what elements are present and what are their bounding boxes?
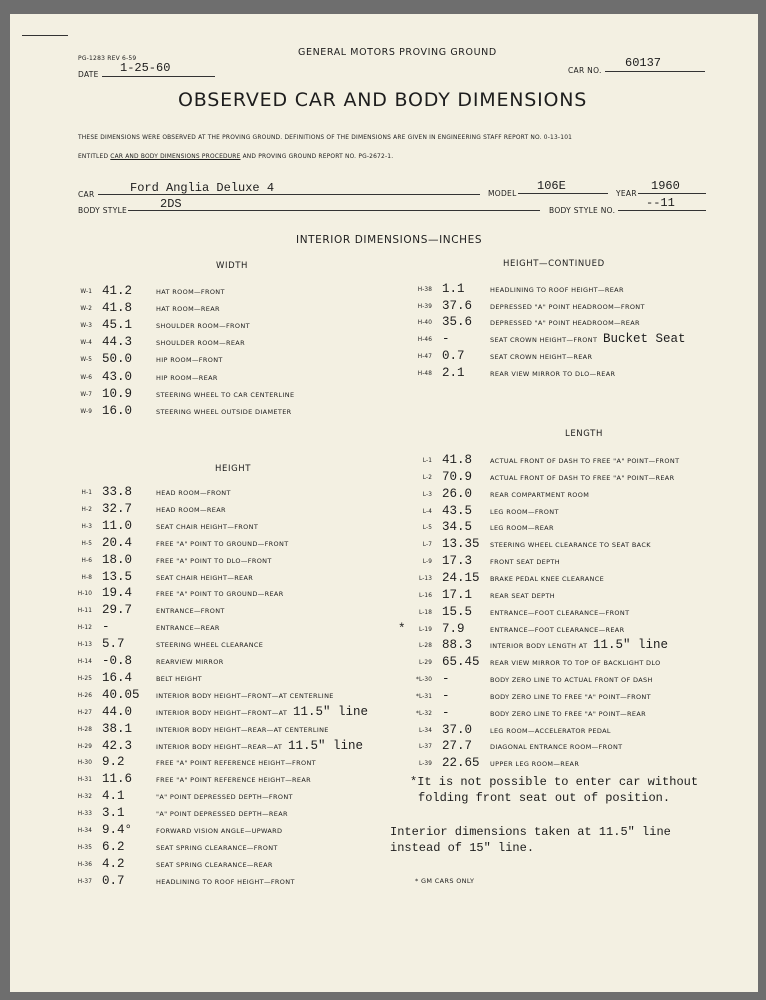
dimension-description: SEAT CROWN HEIGHT—FRONT (490, 336, 598, 345)
dimension-code: H-37 (77, 878, 92, 885)
height-continued-header: HEIGHT—CONTINUED (503, 259, 605, 269)
dimension-code: H-46 (417, 337, 432, 344)
dimension-value: 19.4 (102, 586, 133, 601)
dimension-value: 0.7 (442, 348, 465, 363)
dimension-value: 15.5 (442, 604, 473, 619)
dimension-description: INTERIOR BODY HEIGHT—FRONT—AT CENTERLINE (156, 691, 334, 700)
date-line (102, 76, 215, 77)
organization-name: GENERAL MOTORS PROVING GROUND (298, 47, 497, 58)
dimension-description: BODY ZERO LINE TO FREE "A" POINT—REAR (490, 709, 646, 718)
body-style-label: BODY STYLE (78, 206, 128, 215)
dimension-code: *L-30 (416, 677, 432, 684)
dimension-code: H-5 (81, 540, 92, 547)
dimension-description: HIP ROOM—REAR (156, 373, 218, 382)
dimension-code: H-35 (77, 844, 92, 851)
intro-line-2-underlined: CAR AND BODY DIMENSIONS PROCEDURE (110, 154, 241, 160)
dimension-code: H-12 (77, 625, 92, 632)
dimension-handwritten-note: 11.5" line (288, 738, 364, 753)
dimension-description: LEG ROOM—ACCELERATOR PEDAL (490, 726, 611, 735)
dimension-value: 9.4° (102, 823, 133, 837)
table-row (10, 873, 758, 893)
dimension-description: BELT HEIGHT (156, 674, 202, 683)
car-no-line (605, 71, 705, 72)
dimension-description: LEG ROOM—FRONT (490, 507, 559, 516)
length-header: LENGTH (565, 429, 603, 439)
dimension-value: 42.3 (102, 738, 133, 753)
dimension-description: STEERING WHEEL OUTSIDE DIAMETER (156, 407, 292, 416)
dimension-code: H-31 (77, 777, 92, 784)
note-seat-line-1: *It is not possible to enter car without (410, 775, 699, 789)
dimension-value: 3.1 (102, 806, 125, 821)
dimension-value: - (442, 332, 450, 347)
intro-line-2-pre: ENTITLED (78, 154, 111, 160)
dimension-value: 50.0 (102, 352, 133, 367)
dimension-code: W-1 (80, 289, 92, 295)
dimension-code: L-7 (422, 542, 432, 549)
dimension-code: H-11 (77, 608, 92, 615)
dimension-description: DEPRESSED "A" POINT HEADROOM—FRONT (490, 302, 645, 311)
footnote-gm-cars: * GM CARS ONLY (415, 877, 475, 885)
dimension-value: - (102, 620, 110, 635)
dimension-description: DEPRESSED "A" POINT HEADROOM—REAR (490, 319, 640, 328)
dimension-description: INTERIOR BODY HEIGHT—FRONT—AT (156, 708, 288, 717)
dimension-description: FREE "A" POINT REFERENCE HEIGHT—FRONT (156, 759, 317, 768)
dimension-description: BRAKE PEDAL KNEE CLEARANCE (490, 574, 605, 583)
dimension-description: SEAT CHAIR HEIGHT—FRONT (156, 522, 259, 531)
note-seat-line-2: folding front seat out of position. (418, 791, 671, 805)
note-measurement-line (390, 824, 671, 856)
dimension-value: - (442, 705, 450, 720)
dimension-value: 16.0 (102, 403, 133, 418)
dimension-code: W-5 (80, 357, 92, 364)
table-row (10, 348, 758, 368)
dimension-value: 1.1 (442, 282, 465, 296)
dimension-code: H-36 (77, 861, 92, 868)
dimension-code: L-29 (419, 660, 432, 667)
dimension-description: SEAT CROWN HEIGHT—REAR (490, 352, 593, 361)
dimension-description: ENTRANCE—FOOT CLEARANCE—REAR (490, 625, 625, 634)
dimension-description: HEADLINING TO ROOF HEIGHT—FRONT (156, 877, 295, 886)
asterisk-mark: * (398, 621, 406, 636)
dimension-code: H-26 (77, 692, 92, 699)
dimension-code: H-48 (417, 370, 432, 377)
body-style-no-value: --11 (646, 196, 675, 210)
dimension-code: W-4 (80, 340, 92, 347)
dimension-description: BODY ZERO LINE TO FREE "A" POINT—FRONT (490, 692, 651, 701)
dimension-value: 29.7 (102, 603, 133, 618)
dimension-value: 24.15 (442, 570, 480, 585)
table-row (10, 570, 758, 590)
dimension-value: 20.4 (102, 535, 133, 550)
dimension-description: FREE "A" POINT TO GROUND—REAR (156, 590, 284, 599)
dimension-description: FREE "A" POINT TO DLO—FRONT (156, 556, 272, 565)
dimension-value: 18.0 (102, 552, 133, 567)
dimension-value: - (442, 672, 450, 687)
dimension-description: INTERIOR BODY HEIGHT—REAR—AT (156, 742, 283, 751)
date-value: 1-25-60 (120, 61, 171, 75)
dimension-description: STEERING WHEEL CLEARANCE TO SEAT BACK (490, 541, 651, 550)
dimension-description: ENTRANCE—FOOT CLEARANCE—FRONT (490, 608, 630, 617)
dimension-value: - (442, 688, 450, 703)
dimension-code: H-32 (77, 794, 92, 801)
dimension-code: L-1 (422, 458, 432, 464)
dimension-code: L-16 (419, 592, 432, 599)
dimension-code: H-14 (77, 659, 92, 665)
dimension-value: 32.7 (102, 501, 133, 516)
dimension-code: L-4 (422, 508, 432, 515)
dimension-code: W-7 (80, 391, 92, 398)
dimension-value: 70.9 (442, 469, 473, 484)
dimension-value: 9.2 (102, 755, 125, 770)
body-style-value: 2DS (160, 197, 182, 211)
table-row (10, 334, 758, 351)
table-row (10, 705, 758, 725)
dimension-description: REAR VIEW MIRROR TO DLO—REAR (490, 369, 616, 378)
dimension-code: H-1 (81, 490, 92, 496)
dimension-description: SHOULDER ROOM—FRONT (156, 322, 250, 331)
dimension-value: -0.8 (102, 654, 133, 668)
dimension-value: 41.8 (442, 453, 473, 467)
dimension-code: H-38 (417, 287, 432, 293)
dimension-code: L-34 (419, 727, 432, 734)
table-row (10, 556, 758, 573)
dimension-description: LEG ROOM—REAR (490, 524, 554, 533)
dimension-value: 37.0 (442, 722, 473, 737)
note-measurement-line-1: Interior dimensions taken at 11.5" line (390, 825, 671, 839)
dimension-code: L-5 (422, 525, 432, 532)
model-value: 106E (537, 179, 566, 193)
dimension-description: FREE "A" POINT REFERENCE HEIGHT—REAR (156, 776, 312, 785)
dimension-description: SEAT CHAIR HEIGHT—REAR (156, 573, 254, 582)
body-style-no-line (618, 210, 706, 211)
dimension-value: 11.6 (102, 772, 133, 787)
dimension-description: SEAT SPRING CLEARANCE—REAR (156, 860, 273, 869)
dimension-description: REAR VIEW MIRROR TO TOP OF BACKLIGHT DLO (490, 659, 661, 668)
dimension-code: H-13 (77, 642, 92, 649)
dimension-value: 88.3 (442, 638, 473, 653)
dimension-description: SEAT SPRING CLEARANCE—FRONT (156, 843, 278, 852)
table-row (10, 604, 758, 624)
dimension-value: 65.45 (442, 655, 480, 670)
dimension-description: FRONT SEAT DEPTH (490, 558, 560, 567)
dimension-code: *L-32 (416, 710, 432, 717)
car-label: CAR (78, 190, 95, 199)
dimension-description: HEAD ROOM—REAR (156, 505, 226, 514)
intro-line-2-post: AND PROVING GROUND REPORT NO. PG-2672-1. (240, 154, 394, 160)
dimension-value: 5.7 (102, 637, 125, 652)
dimension-value: 37.6 (442, 298, 473, 313)
dimension-description: BODY ZERO LINE TO ACTUAL FRONT OF DASH (490, 676, 653, 685)
dimension-value: 33.8 (102, 485, 133, 499)
dimension-description: ACTUAL FRONT OF DASH TO FREE "A" POINT—FRONT (490, 457, 680, 465)
dimension-value: 40.05 (102, 687, 140, 702)
dimension-code: L-2 (422, 474, 432, 481)
dimension-description: STEERING WHEEL TO CAR CENTERLINE (156, 390, 295, 399)
car-no-value: 60137 (625, 56, 662, 70)
table-row (10, 657, 758, 674)
dimension-value: 45.1 (102, 318, 133, 333)
table-row (10, 298, 758, 318)
year-label: YEAR (616, 189, 637, 198)
table-row (10, 455, 758, 472)
dimension-code: H-28 (77, 726, 92, 733)
dimension-value: 6.2 (102, 839, 125, 854)
dimension-description: "A" POINT DEPRESSED DEPTH—FRONT (156, 793, 293, 802)
dimension-description: REAR SEAT DEPTH (490, 591, 556, 600)
dimension-code: L-18 (419, 609, 432, 616)
dimension-description: INTERIOR BODY LENGTH AT (490, 642, 588, 651)
dimension-value: 34.5 (442, 520, 473, 535)
table-row (10, 738, 758, 758)
dimension-value: 43.0 (102, 369, 133, 384)
table-row (10, 486, 758, 506)
dimension-description: FORWARD VISION ANGLE—UPWARD (156, 827, 283, 835)
dimension-description: ACTUAL FRONT OF DASH TO FREE "A" POINT—REAR (490, 473, 675, 482)
table-row (10, 688, 758, 708)
dimension-value: 43.5 (442, 503, 473, 518)
dimension-code: L-3 (422, 491, 432, 498)
dimension-code: H-40 (417, 320, 432, 327)
dimension-value: 17.1 (442, 587, 473, 602)
dimension-description: REARVIEW MIRROR (156, 658, 224, 666)
dimension-value: 44.3 (102, 335, 133, 350)
dimension-code: L-37 (419, 744, 432, 751)
height-header: HEIGHT (215, 464, 252, 474)
date-label: DATE (78, 70, 99, 79)
dimension-code: *L-31 (416, 693, 432, 700)
dimension-value: 4.1 (102, 789, 125, 804)
dimension-description: ENTRANCE—REAR (156, 624, 220, 633)
dimension-code: H-6 (81, 557, 92, 564)
dimension-description: INTERIOR BODY HEIGHT—REAR—AT CENTERLINE (156, 725, 329, 734)
dimension-code: H-39 (417, 303, 432, 310)
form-code: PG-1283 REV 6-59 (78, 55, 137, 62)
table-row (10, 284, 758, 301)
dimension-value: 26.0 (442, 486, 473, 501)
dimension-description: REAR COMPARTMENT ROOM (490, 490, 590, 499)
dimension-value: 13.35 (442, 537, 480, 552)
body-style-line (128, 210, 540, 211)
dimension-handwritten-note: Bucket Seat (603, 332, 686, 347)
dimension-code: H-30 (77, 760, 92, 767)
dimension-value: 38.1 (102, 721, 133, 736)
dimension-description: HAT ROOM—REAR (156, 305, 220, 314)
dimension-code: H-34 (77, 828, 92, 834)
year-value: 1960 (651, 179, 680, 193)
dimension-description: SHOULDER ROOM—REAR (156, 339, 245, 348)
document-sheet (10, 14, 758, 992)
section-title: INTERIOR DIMENSIONS—INCHES (296, 234, 483, 246)
table-row (10, 503, 758, 523)
dimension-code: L-39 (419, 761, 432, 768)
dimension-code: L-28 (419, 643, 432, 650)
note-measurement-line-2: instead of 15" line. (390, 841, 535, 855)
dimension-value: 2.1 (442, 365, 465, 380)
dimension-code: H-3 (81, 523, 92, 530)
table-row (10, 365, 758, 385)
dimension-code: L-19 (419, 626, 432, 633)
dimension-description: DIAGONAL ENTRANCE ROOM—FRONT (490, 743, 623, 752)
note-seat (410, 774, 698, 806)
table-row (10, 403, 758, 423)
dimension-code: W-3 (80, 323, 92, 330)
dimension-value: 16.4 (102, 670, 133, 685)
year-line (638, 193, 706, 194)
intro-line-1: THESE DIMENSIONS WERE OBSERVED AT THE PROVING GROUND. DEFINITIONS OF THE DIMENSIONS ARE GIVEN IN ENGINEERING STAFF REPORT NO. 0-13-101 (78, 135, 573, 141)
dimension-value: 44.0 (102, 704, 133, 719)
dimension-code: L-13 (419, 575, 432, 582)
dimension-code: H-27 (77, 709, 92, 716)
body-style-no-label: BODY STYLE NO. (549, 206, 616, 215)
width-header: WIDTH (216, 261, 249, 271)
page-title: OBSERVED CAR AND BODY DIMENSIONS (178, 89, 588, 111)
car-value: Ford Anglia Deluxe 4 (130, 181, 275, 195)
dimension-value: 17.3 (442, 554, 473, 569)
dimension-description: ENTRANCE—FRONT (156, 607, 225, 616)
dimension-value: 35.6 (442, 315, 473, 330)
dimension-code: H-47 (417, 353, 432, 360)
dimension-code: W-2 (80, 306, 92, 313)
corner-mark (22, 35, 68, 36)
dimension-description: "A" POINT DEPRESSED DEPTH—REAR (156, 810, 288, 819)
table-row (10, 758, 758, 775)
dimension-code: W-6 (80, 374, 92, 381)
dimension-value: 41.8 (102, 301, 133, 316)
table-row (10, 539, 758, 556)
dimension-description: HAT ROOM—FRONT (156, 288, 225, 296)
dimension-value: 11.0 (102, 518, 133, 533)
model-label: MODEL (488, 189, 517, 198)
dimension-handwritten-note: 11.5" line (593, 638, 669, 653)
dimension-value: 41.2 (102, 284, 133, 298)
dimension-value: 27.7 (442, 739, 473, 754)
table-row (10, 522, 758, 539)
dimension-description: HEADLINING TO ROOF HEIGHT—REAR (490, 286, 624, 294)
dimension-description: HEAD ROOM—FRONT (156, 489, 231, 497)
dimension-description: UPPER LEG ROOM—REAR (490, 760, 580, 769)
dimension-code: L-9 (422, 559, 432, 566)
dimension-description: FREE "A" POINT TO GROUND—FRONT (156, 539, 289, 548)
dimension-value: 0.7 (102, 873, 125, 888)
table-row (10, 640, 758, 657)
dimension-handwritten-note: 11.5" line (293, 704, 369, 719)
dimension-value: 4.2 (102, 856, 125, 871)
dimension-value: 10.9 (102, 386, 133, 401)
dimension-value: 13.5 (102, 569, 133, 584)
dimension-code: W-9 (80, 408, 92, 415)
dimension-code: H-29 (77, 743, 92, 750)
car-no-label: CAR NO. (568, 66, 602, 75)
dimension-description: STEERING WHEEL CLEARANCE (156, 641, 264, 650)
dimension-code: H-2 (81, 506, 92, 513)
dimension-value: 7.9 (442, 621, 465, 636)
table-row (10, 674, 758, 691)
dimension-code: H-10 (77, 591, 92, 598)
dimension-value: 22.65 (442, 756, 480, 771)
dimension-code: H-8 (81, 574, 92, 581)
dimension-code: H-33 (77, 811, 92, 818)
dimension-description: HIP ROOM—FRONT (156, 356, 223, 365)
model-line (518, 193, 608, 194)
dimension-code: H-25 (77, 675, 92, 682)
table-row (10, 587, 758, 607)
table-row (10, 722, 758, 742)
intro-line-2 (78, 154, 393, 160)
